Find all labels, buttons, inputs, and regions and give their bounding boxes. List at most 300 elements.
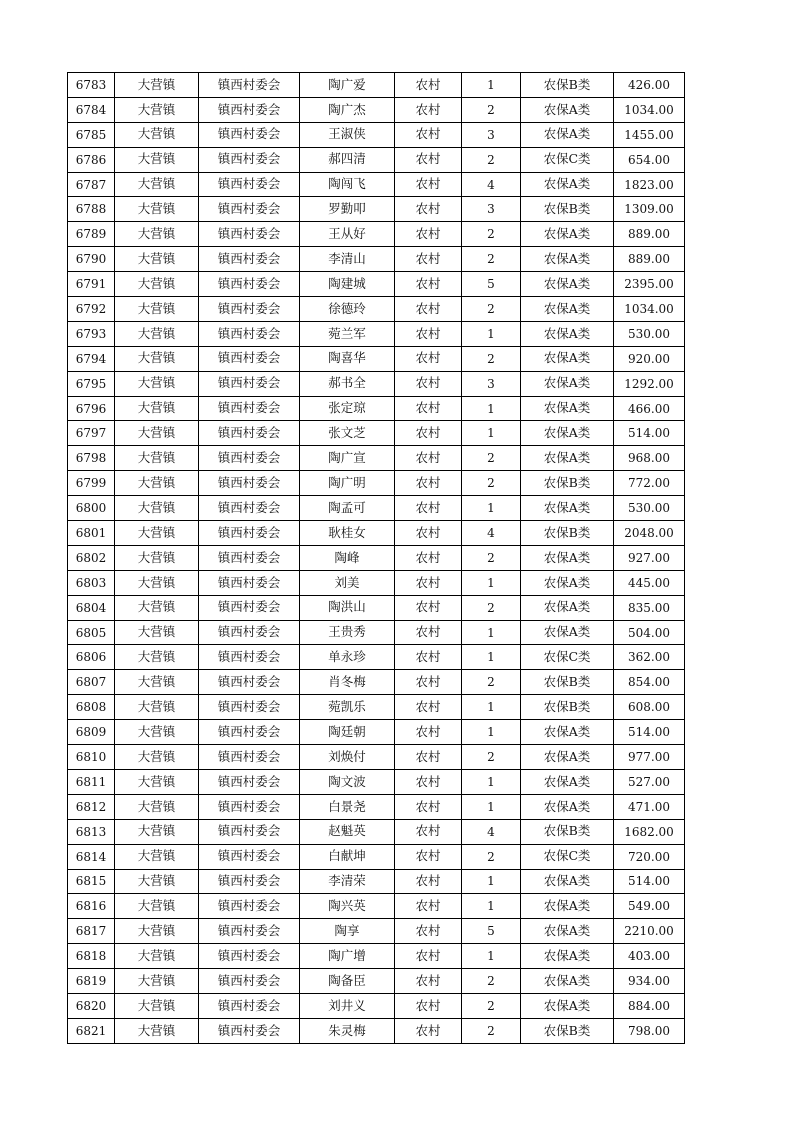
cell-household-size: 4	[462, 172, 521, 197]
cell-town: 大营镇	[115, 346, 199, 371]
cell-serial-number: 6783	[68, 73, 115, 98]
table-row	[68, 794, 685, 819]
cell-name: 郝书全	[300, 371, 395, 396]
cell-household-type: 农村	[395, 247, 462, 272]
cell-serial-number: 6793	[68, 321, 115, 346]
table-row	[68, 919, 685, 944]
cell-insurance-category: 农保A类	[521, 944, 614, 969]
cell-village-committee: 镇西村委会	[199, 794, 300, 819]
table-row	[68, 670, 685, 695]
table-row	[68, 720, 685, 745]
cell-insurance-category: 农保B类	[521, 73, 614, 98]
cell-village-committee: 镇西村委会	[199, 545, 300, 570]
cell-town: 大营镇	[115, 844, 199, 869]
cell-insurance-category: 农保C类	[521, 147, 614, 172]
cell-serial-number: 6786	[68, 147, 115, 172]
cell-serial-number: 6810	[68, 745, 115, 770]
cell-serial-number: 6808	[68, 695, 115, 720]
cell-household-type: 农村	[395, 521, 462, 546]
cell-serial-number: 6797	[68, 421, 115, 446]
cell-household-type: 农村	[395, 745, 462, 770]
cell-village-committee: 镇西村委会	[199, 371, 300, 396]
cell-town: 大营镇	[115, 894, 199, 919]
table-row	[68, 297, 685, 322]
cell-insurance-category: 农保B类	[521, 197, 614, 222]
cell-insurance-category: 农保A类	[521, 346, 614, 371]
cell-name: 刘井义	[300, 993, 395, 1018]
cell-serial-number: 6788	[68, 197, 115, 222]
cell-household-size: 5	[462, 919, 521, 944]
cell-insurance-category: 农保C类	[521, 645, 614, 670]
cell-amount: 608.00	[614, 695, 685, 720]
cell-household-size: 1	[462, 321, 521, 346]
table-row	[68, 595, 685, 620]
cell-amount: 514.00	[614, 869, 685, 894]
cell-amount: 2395.00	[614, 272, 685, 297]
table-body	[68, 73, 685, 1044]
cell-village-committee: 镇西村委会	[199, 570, 300, 595]
cell-town: 大营镇	[115, 869, 199, 894]
cell-insurance-category: 农保A类	[521, 496, 614, 521]
cell-name: 白献坤	[300, 844, 395, 869]
cell-household-type: 农村	[395, 570, 462, 595]
table-row	[68, 321, 685, 346]
table-row	[68, 421, 685, 446]
cell-household-size: 3	[462, 371, 521, 396]
cell-amount: 514.00	[614, 421, 685, 446]
cell-name: 白景尧	[300, 794, 395, 819]
cell-household-size: 4	[462, 521, 521, 546]
cell-town: 大营镇	[115, 471, 199, 496]
cell-serial-number: 6784	[68, 97, 115, 122]
cell-insurance-category: 农保C类	[521, 844, 614, 869]
cell-town: 大营镇	[115, 695, 199, 720]
cell-village-committee: 镇西村委会	[199, 695, 300, 720]
cell-serial-number: 6809	[68, 720, 115, 745]
cell-insurance-category: 农保A类	[521, 321, 614, 346]
cell-household-type: 农村	[395, 297, 462, 322]
cell-town: 大营镇	[115, 670, 199, 695]
cell-village-committee: 镇西村委会	[199, 919, 300, 944]
cell-household-size: 3	[462, 122, 521, 147]
cell-name: 刘美	[300, 570, 395, 595]
cell-village-committee: 镇西村委会	[199, 222, 300, 247]
cell-serial-number: 6821	[68, 1018, 115, 1043]
table-row	[68, 521, 685, 546]
cell-household-type: 农村	[395, 844, 462, 869]
cell-town: 大营镇	[115, 147, 199, 172]
cell-serial-number: 6806	[68, 645, 115, 670]
table-row	[68, 944, 685, 969]
cell-household-type: 农村	[395, 595, 462, 620]
cell-town: 大营镇	[115, 321, 199, 346]
cell-village-committee: 镇西村委会	[199, 645, 300, 670]
cell-serial-number: 6815	[68, 869, 115, 894]
cell-name: 赵魁英	[300, 819, 395, 844]
cell-name: 肖冬梅	[300, 670, 395, 695]
cell-village-committee: 镇西村委会	[199, 272, 300, 297]
cell-household-type: 农村	[395, 695, 462, 720]
cell-household-type: 农村	[395, 720, 462, 745]
cell-household-type: 农村	[395, 346, 462, 371]
cell-serial-number: 6820	[68, 993, 115, 1018]
cell-village-committee: 镇西村委会	[199, 1018, 300, 1043]
cell-amount: 1682.00	[614, 819, 685, 844]
cell-amount: 835.00	[614, 595, 685, 620]
cell-household-type: 农村	[395, 819, 462, 844]
cell-serial-number: 6813	[68, 819, 115, 844]
cell-insurance-category: 农保A类	[521, 97, 614, 122]
cell-insurance-category: 农保A类	[521, 919, 614, 944]
cell-serial-number: 6789	[68, 222, 115, 247]
cell-name: 耿桂女	[300, 521, 395, 546]
cell-household-size: 1	[462, 496, 521, 521]
cell-village-committee: 镇西村委会	[199, 819, 300, 844]
cell-name: 陶享	[300, 919, 395, 944]
cell-household-type: 农村	[395, 645, 462, 670]
cell-village-committee: 镇西村委会	[199, 197, 300, 222]
cell-village-committee: 镇西村委会	[199, 670, 300, 695]
cell-amount: 889.00	[614, 247, 685, 272]
cell-insurance-category: 农保A类	[521, 620, 614, 645]
cell-village-committee: 镇西村委会	[199, 346, 300, 371]
cell-village-committee: 镇西村委会	[199, 421, 300, 446]
cell-amount: 426.00	[614, 73, 685, 98]
cell-insurance-category: 农保A类	[521, 720, 614, 745]
cell-household-type: 农村	[395, 197, 462, 222]
cell-name: 陶广爱	[300, 73, 395, 98]
table-row	[68, 993, 685, 1018]
cell-town: 大营镇	[115, 272, 199, 297]
cell-amount: 884.00	[614, 993, 685, 1018]
cell-village-committee: 镇西村委会	[199, 720, 300, 745]
cell-amount: 403.00	[614, 944, 685, 969]
cell-serial-number: 6790	[68, 247, 115, 272]
cell-household-type: 农村	[395, 919, 462, 944]
cell-village-committee: 镇西村委会	[199, 172, 300, 197]
cell-amount: 530.00	[614, 496, 685, 521]
cell-amount: 445.00	[614, 570, 685, 595]
cell-insurance-category: 农保B类	[521, 670, 614, 695]
cell-serial-number: 6814	[68, 844, 115, 869]
cell-town: 大营镇	[115, 645, 199, 670]
cell-insurance-category: 农保A类	[521, 247, 614, 272]
cell-insurance-category: 农保A类	[521, 869, 614, 894]
cell-household-size: 2	[462, 247, 521, 272]
table-row	[68, 1018, 685, 1043]
cell-town: 大营镇	[115, 97, 199, 122]
cell-household-size: 1	[462, 421, 521, 446]
cell-insurance-category: 农保A类	[521, 122, 614, 147]
cell-name: 陶兴英	[300, 894, 395, 919]
cell-village-committee: 镇西村委会	[199, 321, 300, 346]
cell-town: 大营镇	[115, 745, 199, 770]
cell-amount: 889.00	[614, 222, 685, 247]
cell-household-size: 2	[462, 471, 521, 496]
cell-amount: 1823.00	[614, 172, 685, 197]
cell-household-type: 农村	[395, 769, 462, 794]
cell-household-size: 1	[462, 944, 521, 969]
cell-insurance-category: 农保B类	[521, 695, 614, 720]
cell-name: 王贵秀	[300, 620, 395, 645]
cell-household-size: 1	[462, 645, 521, 670]
cell-town: 大营镇	[115, 620, 199, 645]
cell-name: 李清荣	[300, 869, 395, 894]
cell-serial-number: 6819	[68, 969, 115, 994]
table-row	[68, 122, 685, 147]
cell-town: 大营镇	[115, 944, 199, 969]
cell-village-committee: 镇西村委会	[199, 73, 300, 98]
cell-town: 大营镇	[115, 297, 199, 322]
table-row	[68, 695, 685, 720]
table-row	[68, 222, 685, 247]
cell-village-committee: 镇西村委会	[199, 944, 300, 969]
cell-name: 朱灵梅	[300, 1018, 395, 1043]
table-row	[68, 545, 685, 570]
cell-amount: 504.00	[614, 620, 685, 645]
cell-serial-number: 6799	[68, 471, 115, 496]
cell-insurance-category: 农保A类	[521, 745, 614, 770]
cell-amount: 854.00	[614, 670, 685, 695]
cell-town: 大营镇	[115, 794, 199, 819]
cell-insurance-category: 农保A类	[521, 993, 614, 1018]
table-row	[68, 969, 685, 994]
table-row	[68, 147, 685, 172]
cell-name: 陶广杰	[300, 97, 395, 122]
cell-household-size: 2	[462, 1018, 521, 1043]
cell-serial-number: 6818	[68, 944, 115, 969]
cell-serial-number: 6816	[68, 894, 115, 919]
cell-name: 陶建城	[300, 272, 395, 297]
cell-insurance-category: 农保A类	[521, 396, 614, 421]
cell-name: 陶文波	[300, 769, 395, 794]
cell-insurance-category: 农保A类	[521, 172, 614, 197]
cell-town: 大营镇	[115, 222, 199, 247]
cell-household-type: 农村	[395, 222, 462, 247]
cell-amount: 772.00	[614, 471, 685, 496]
cell-town: 大营镇	[115, 197, 199, 222]
table-row	[68, 197, 685, 222]
cell-amount: 654.00	[614, 147, 685, 172]
cell-household-size: 2	[462, 147, 521, 172]
cell-name: 徐德玲	[300, 297, 395, 322]
cell-insurance-category: 农保A类	[521, 595, 614, 620]
cell-name: 张文芝	[300, 421, 395, 446]
cell-serial-number: 6817	[68, 919, 115, 944]
cell-village-committee: 镇西村委会	[199, 496, 300, 521]
cell-household-type: 农村	[395, 944, 462, 969]
cell-household-type: 农村	[395, 371, 462, 396]
cell-name: 陶峰	[300, 545, 395, 570]
table-row	[68, 73, 685, 98]
cell-name: 张定琼	[300, 396, 395, 421]
cell-household-size: 1	[462, 869, 521, 894]
cell-household-type: 农村	[395, 969, 462, 994]
cell-village-committee: 镇西村委会	[199, 769, 300, 794]
cell-serial-number: 6794	[68, 346, 115, 371]
cell-village-committee: 镇西村委会	[199, 969, 300, 994]
cell-name: 陶廷朝	[300, 720, 395, 745]
cell-household-size: 2	[462, 97, 521, 122]
cell-amount: 2210.00	[614, 919, 685, 944]
table-row	[68, 172, 685, 197]
cell-household-size: 1	[462, 720, 521, 745]
cell-town: 大营镇	[115, 421, 199, 446]
cell-amount: 934.00	[614, 969, 685, 994]
cell-name: 陶广增	[300, 944, 395, 969]
cell-amount: 549.00	[614, 894, 685, 919]
cell-amount: 968.00	[614, 446, 685, 471]
cell-household-size: 1	[462, 570, 521, 595]
cell-town: 大营镇	[115, 172, 199, 197]
table-row	[68, 346, 685, 371]
cell-amount: 530.00	[614, 321, 685, 346]
table-row	[68, 371, 685, 396]
cell-name: 单永珍	[300, 645, 395, 670]
cell-amount: 471.00	[614, 794, 685, 819]
cell-insurance-category: 农保A类	[521, 297, 614, 322]
cell-insurance-category: 农保A类	[521, 446, 614, 471]
table-row	[68, 396, 685, 421]
cell-village-committee: 镇西村委会	[199, 446, 300, 471]
data-table	[67, 72, 685, 1044]
table-row	[68, 894, 685, 919]
cell-household-size: 3	[462, 197, 521, 222]
table-row	[68, 247, 685, 272]
cell-village-committee: 镇西村委会	[199, 620, 300, 645]
table-row	[68, 496, 685, 521]
table-row	[68, 471, 685, 496]
cell-town: 大营镇	[115, 769, 199, 794]
cell-serial-number: 6811	[68, 769, 115, 794]
cell-insurance-category: 农保B类	[521, 521, 614, 546]
cell-name: 菀兰军	[300, 321, 395, 346]
cell-town: 大营镇	[115, 371, 199, 396]
cell-village-committee: 镇西村委会	[199, 147, 300, 172]
table-row	[68, 620, 685, 645]
cell-name: 陶广宣	[300, 446, 395, 471]
cell-insurance-category: 农保B类	[521, 819, 614, 844]
cell-town: 大营镇	[115, 446, 199, 471]
cell-household-type: 农村	[395, 147, 462, 172]
cell-insurance-category: 农保A类	[521, 222, 614, 247]
table-row	[68, 819, 685, 844]
cell-name: 郝四清	[300, 147, 395, 172]
cell-insurance-category: 农保A类	[521, 272, 614, 297]
cell-household-size: 1	[462, 894, 521, 919]
cell-household-size: 2	[462, 969, 521, 994]
cell-household-type: 农村	[395, 396, 462, 421]
cell-household-size: 1	[462, 620, 521, 645]
cell-household-type: 农村	[395, 421, 462, 446]
cell-village-committee: 镇西村委会	[199, 97, 300, 122]
cell-insurance-category: 农保A类	[521, 371, 614, 396]
cell-amount: 1034.00	[614, 97, 685, 122]
cell-household-type: 农村	[395, 670, 462, 695]
cell-household-size: 2	[462, 745, 521, 770]
cell-household-size: 5	[462, 272, 521, 297]
cell-town: 大营镇	[115, 969, 199, 994]
cell-name: 罗勤叩	[300, 197, 395, 222]
cell-amount: 1455.00	[614, 122, 685, 147]
cell-household-type: 农村	[395, 496, 462, 521]
cell-insurance-category: 农保A类	[521, 570, 614, 595]
cell-household-type: 农村	[395, 172, 462, 197]
cell-name: 陶喜华	[300, 346, 395, 371]
table-row	[68, 570, 685, 595]
cell-household-size: 4	[462, 819, 521, 844]
cell-insurance-category: 农保A类	[521, 421, 614, 446]
cell-household-size: 2	[462, 545, 521, 570]
cell-amount: 1034.00	[614, 297, 685, 322]
cell-serial-number: 6801	[68, 521, 115, 546]
cell-household-size: 2	[462, 993, 521, 1018]
cell-serial-number: 6812	[68, 794, 115, 819]
cell-serial-number: 6792	[68, 297, 115, 322]
table-row	[68, 844, 685, 869]
cell-amount: 527.00	[614, 769, 685, 794]
cell-insurance-category: 农保A类	[521, 794, 614, 819]
cell-household-size: 2	[462, 595, 521, 620]
cell-household-type: 农村	[395, 321, 462, 346]
cell-town: 大营镇	[115, 819, 199, 844]
cell-amount: 466.00	[614, 396, 685, 421]
cell-serial-number: 6787	[68, 172, 115, 197]
cell-household-type: 农村	[395, 620, 462, 645]
cell-household-size: 1	[462, 794, 521, 819]
cell-household-type: 农村	[395, 794, 462, 819]
cell-insurance-category: 农保A类	[521, 969, 614, 994]
cell-village-committee: 镇西村委会	[199, 844, 300, 869]
table-row	[68, 645, 685, 670]
cell-household-size: 1	[462, 396, 521, 421]
cell-household-size: 1	[462, 73, 521, 98]
cell-village-committee: 镇西村委会	[199, 869, 300, 894]
cell-village-committee: 镇西村委会	[199, 396, 300, 421]
cell-serial-number: 6791	[68, 272, 115, 297]
cell-household-type: 农村	[395, 1018, 462, 1043]
cell-amount: 1292.00	[614, 371, 685, 396]
cell-name: 刘焕付	[300, 745, 395, 770]
cell-village-committee: 镇西村委会	[199, 521, 300, 546]
cell-household-type: 农村	[395, 446, 462, 471]
cell-amount: 1309.00	[614, 197, 685, 222]
cell-serial-number: 6804	[68, 595, 115, 620]
cell-name: 陶广明	[300, 471, 395, 496]
cell-household-size: 2	[462, 446, 521, 471]
cell-serial-number: 6798	[68, 446, 115, 471]
table-row	[68, 272, 685, 297]
cell-name: 陶闯飞	[300, 172, 395, 197]
cell-amount: 362.00	[614, 645, 685, 670]
cell-town: 大营镇	[115, 545, 199, 570]
cell-village-committee: 镇西村委会	[199, 471, 300, 496]
cell-household-size: 2	[462, 222, 521, 247]
cell-town: 大营镇	[115, 570, 199, 595]
cell-insurance-category: 农保B类	[521, 471, 614, 496]
cell-town: 大营镇	[115, 496, 199, 521]
cell-household-size: 1	[462, 695, 521, 720]
cell-household-type: 农村	[395, 869, 462, 894]
cell-name: 菀凯乐	[300, 695, 395, 720]
table-row	[68, 97, 685, 122]
cell-amount: 977.00	[614, 745, 685, 770]
cell-household-size: 2	[462, 346, 521, 371]
cell-town: 大营镇	[115, 993, 199, 1018]
cell-household-type: 农村	[395, 97, 462, 122]
cell-serial-number: 6796	[68, 396, 115, 421]
cell-serial-number: 6805	[68, 620, 115, 645]
